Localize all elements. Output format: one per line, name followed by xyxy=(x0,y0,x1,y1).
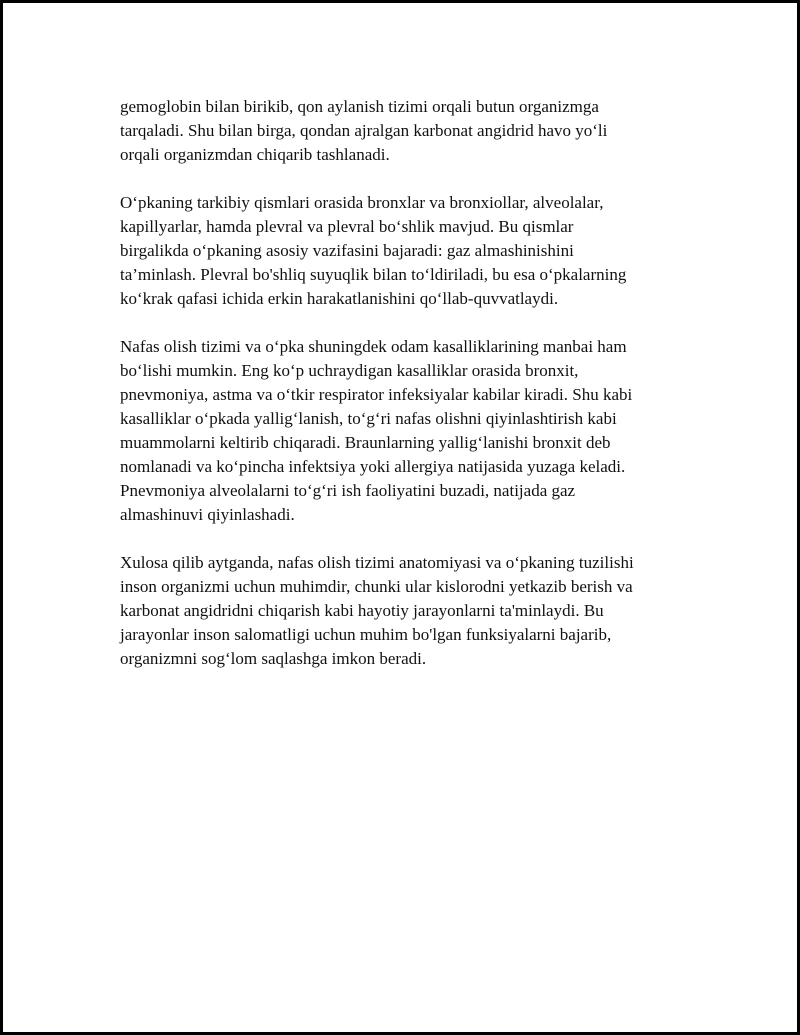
document-body xyxy=(120,95,700,695)
paragraph-3: Nafas olish tizimi va o‘pka shuningdek odam kasalliklarining manbai ham bo‘lishi mumkin. Eng ko‘p uchraydigan kasalliklar orasida bronxit, pnevmoniya, astma va o‘tkir respirator infeksiyalar kabilar kiradi. Shu kabi kasalliklar o‘pkada yallig‘lanish, to‘g‘ri nafas olishni qiyinlashtirish kabi muammolarni keltirib chiqaradi. Braunlarning yallig‘lanishi bronxit deb nomlanadi va ko‘pincha infektsiya yoki allergiya natijasida yuzaga keladi. Pnevmoniya alveolalarni to‘g‘ri ish faoliyatini buzadi, natijada gaz almashinuvi qiyinlashadi. xyxy=(120,337,633,524)
paragraph-1: gemoglobin bilan birikib, qon aylanish tizimi orqali butun organizmga tarqaladi. Shu bilan birga, qondan ajralgan karbonat angidrid havo yo‘li orqali organizmdan chiqarib tashlanadi. xyxy=(120,97,608,164)
paragraph-4: Xulosa qilib aytganda, nafas olish tizimi anatomiyasi va o‘pkaning tuzilishi inson organizmi uchun muhimdir, chunki ular kislorodni yetkazib berish va karbonat angidridni chiqarish kabi hayotiy jarayonlarni ta'minlaydi. Bu jarayonlar inson salomatligi uchun muhim bo'lgan funksiyalarni bajarib, organizmni sog‘lom saqlashga imkon beradi. xyxy=(120,553,634,668)
paragraph-2: O‘pkaning tarkibiy qismlari orasida bronxlar va bronxiollar, alveolalar, kapillyarlar, hamda plevral va plevral bo‘shlik mavjud. Bu qismlar birgalikda o‘pkaning asosiy vazifasini bajaradi: gaz almashinishini ta’minlash. Plevral bo'shliq suyuqlik bilan to‘ldiriladi, bu esa o‘pkalarning ko‘krak qafasi ichida erkin harakatlanishini qo‘llab-quvvatlaydi. xyxy=(120,193,627,308)
